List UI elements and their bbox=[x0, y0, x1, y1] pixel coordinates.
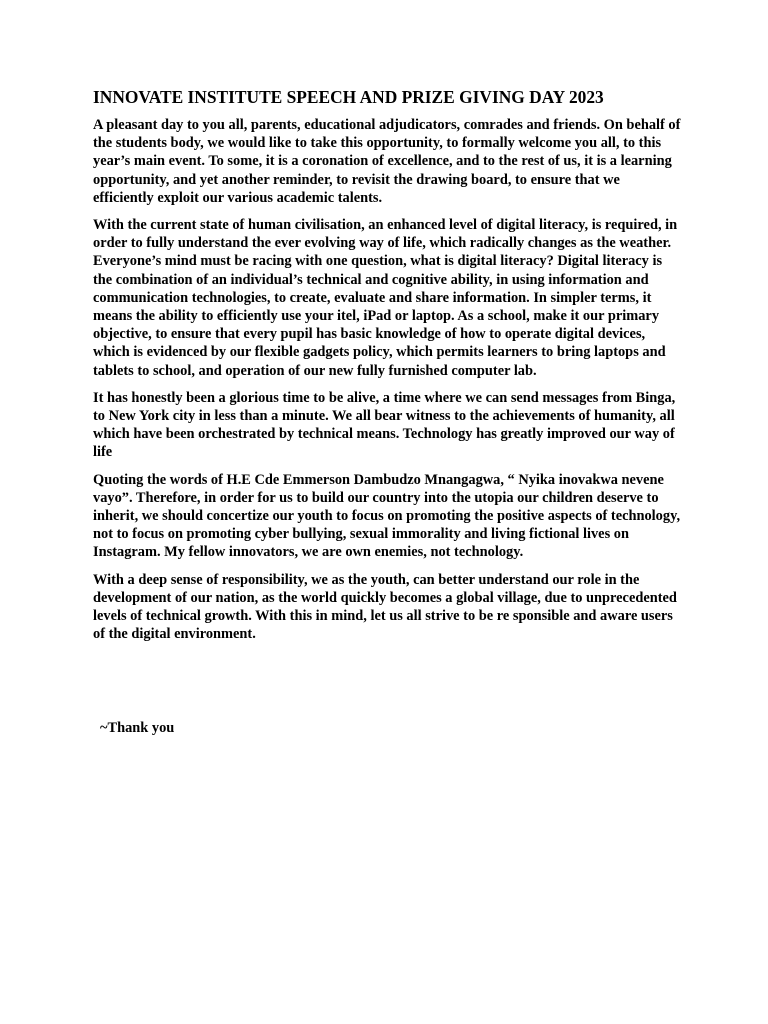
document-title: INNOVATE INSTITUTE SPEECH AND PRIZE GIVING DAY 2023 bbox=[93, 87, 604, 107]
paragraph-responsibility: With a deep sense of responsibility, we as the youth, can better understand our role in the development of our nation, as the world quickly becomes a global village, due to unprecedented levels of technical growth. With this in mind, let us all strive to be re sponsible and aware users of the digital environment. bbox=[93, 571, 677, 643]
paragraph-welcome: A pleasant day to you all, parents, educational adjudicators, comrades and friends. On behalf of the students body, we would like to take this opportunity, to formally welcome you all, to this year’s main event. To some, it is a coronation of excellence, and to the rest of us, it is a learning opportunity, and yet another reminder, to revisit the drawing board, to ensure that we efficiently exploit our various academic talents. bbox=[93, 117, 681, 206]
document-body bbox=[93, 86, 683, 652]
signoff: ~Thank you bbox=[100, 720, 175, 736]
paragraph-quote: Quoting the words of H.E Cde Emmerson Dambudzo Mnangagwa, “ Nyika inovakwa nevene vayo”. Therefore, in order for us to build our country into the utopia our children deserve to inherit, we should concertize our youth to focus on promoting the positive aspects of technology, not to focus on promoting cyber bullying, sexual immorality and living fictional lives on Instagram. My fellow innovators, we are own enemies, not technology. bbox=[93, 471, 681, 561]
paragraph-digital-literacy: With the current state of human civilisation, an enhanced level of digital literacy, is required, in order to fully understand the ever evolving way of life, which radically changes as the weather. Everyone’s mind must be racing with one question, what is digital literacy? Digital literacy is the combination of an individual’s technical and cognitive ability, in using information and communication technologies, to create, evaluate and share information. In simpler terms, it means the ability to efficiently use your itel, iPad or laptop. As a school, make it our primary objective, to ensure that every pupil has basic knowledge of how to operate digital devices, which is evidenced by our flexible gadgets policy, which permits learners to bring laptops and tablets to school, and operation of our new fully furnished computer lab. bbox=[93, 217, 678, 379]
paragraph-glorious-time: It has honestly been a glorious time to be alive, a time where we can send messages from Binga, to New York city in less than a minute. We all bear witness to the achievements of humanity, all which have been orchestrated by technical means. Technology has greatly improved our way of life bbox=[93, 389, 676, 461]
